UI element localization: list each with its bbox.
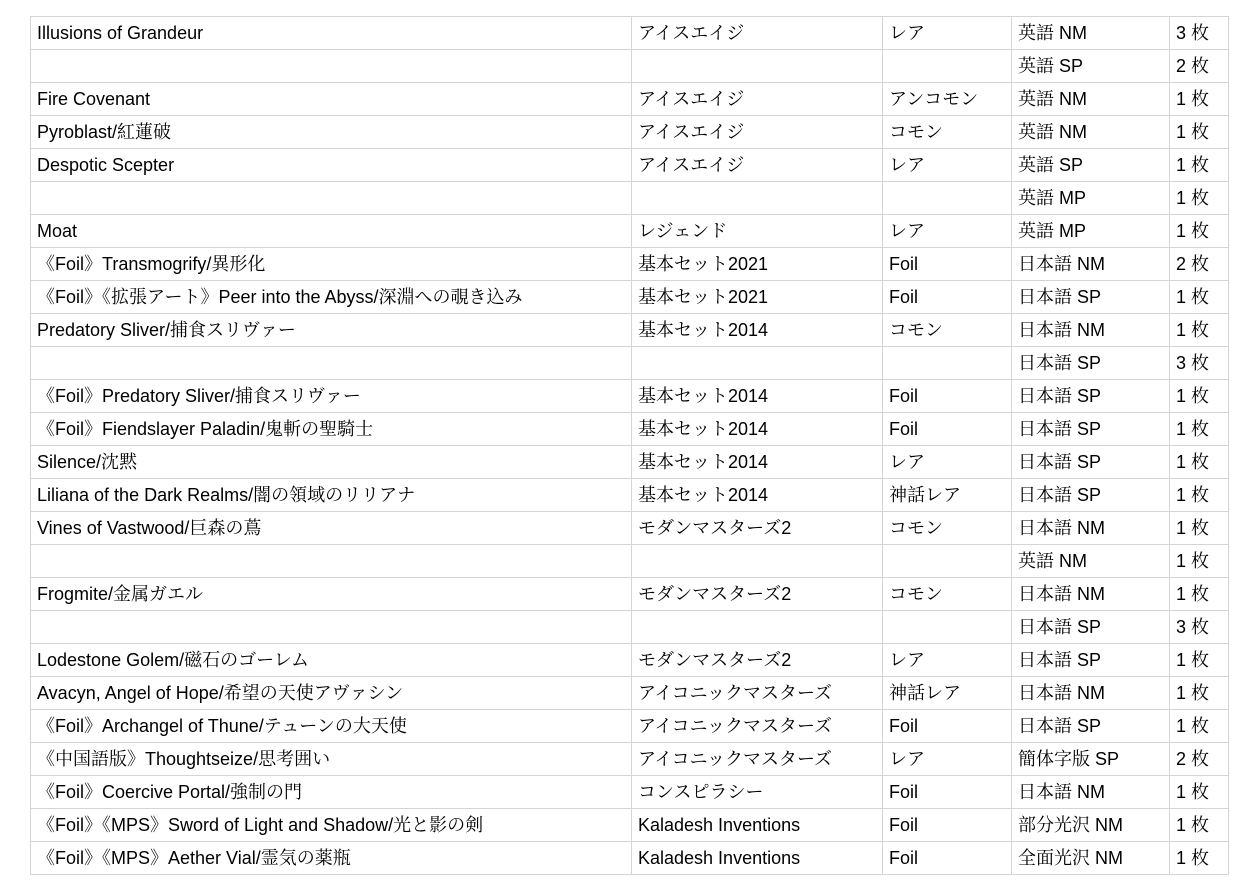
rarity-cell: レア (883, 17, 1012, 50)
quantity-cell: 1 枚 (1170, 842, 1229, 875)
table-row (31, 677, 1229, 710)
card-name-cell (31, 611, 632, 644)
language-condition-cell: 日本語 SP (1012, 644, 1170, 677)
quantity-cell: 1 枚 (1170, 116, 1229, 149)
set-name-cell: 基本セット2021 (632, 248, 883, 281)
set-name-cell: 基本セット2014 (632, 314, 883, 347)
quantity-cell: 1 枚 (1170, 380, 1229, 413)
card-name-cell: Frogmite/金属ガエル (31, 578, 632, 611)
card-name-cell: Lodestone Golem/磁石のゴーレム (31, 644, 632, 677)
rarity-cell (883, 182, 1012, 215)
table-row (31, 479, 1229, 512)
rarity-cell: 神話レア (883, 677, 1012, 710)
set-name-cell (632, 611, 883, 644)
set-name-cell: レジェンド (632, 215, 883, 248)
set-name-cell: Kaladesh Inventions (632, 809, 883, 842)
card-name-cell: Avacyn, Angel of Hope/希望の天使アヴァシン (31, 677, 632, 710)
language-condition-cell: 日本語 NM (1012, 314, 1170, 347)
quantity-cell: 1 枚 (1170, 776, 1229, 809)
set-name-cell: アイスエイジ (632, 17, 883, 50)
set-name-cell: 基本セット2014 (632, 479, 883, 512)
language-condition-cell: 簡体字版 SP (1012, 743, 1170, 776)
rarity-cell: コモン (883, 116, 1012, 149)
inventory-sheet (30, 16, 1229, 875)
rarity-cell: レア (883, 446, 1012, 479)
language-condition-cell: 英語 SP (1012, 50, 1170, 83)
table-row (31, 83, 1229, 116)
card-name-cell: 《Foil》《拡張アート》Peer into the Abyss/深淵への覗き込み (31, 281, 632, 314)
table-row (31, 215, 1229, 248)
set-name-cell: モダンマスターズ2 (632, 512, 883, 545)
set-name-cell: 基本セット2021 (632, 281, 883, 314)
quantity-cell: 1 枚 (1170, 83, 1229, 116)
rarity-cell: Foil (883, 413, 1012, 446)
quantity-cell: 3 枚 (1170, 347, 1229, 380)
card-name-cell (31, 545, 632, 578)
table-body (31, 17, 1229, 875)
language-condition-cell: 日本語 SP (1012, 380, 1170, 413)
rarity-cell: Foil (883, 248, 1012, 281)
table-row (31, 809, 1229, 842)
rarity-cell (883, 611, 1012, 644)
set-name-cell: アイコニックマスターズ (632, 677, 883, 710)
card-name-cell: Silence/沈黙 (31, 446, 632, 479)
language-condition-cell: 日本語 SP (1012, 281, 1170, 314)
rarity-cell: Foil (883, 809, 1012, 842)
language-condition-cell: 英語 NM (1012, 116, 1170, 149)
table-row (31, 446, 1229, 479)
rarity-cell (883, 50, 1012, 83)
set-name-cell: コンスピラシー (632, 776, 883, 809)
quantity-cell: 1 枚 (1170, 446, 1229, 479)
quantity-cell: 1 枚 (1170, 644, 1229, 677)
table-row (31, 578, 1229, 611)
table-row (31, 182, 1229, 215)
set-name-cell: 基本セット2014 (632, 413, 883, 446)
set-name-cell: 基本セット2014 (632, 446, 883, 479)
card-name-cell (31, 50, 632, 83)
table-row (31, 248, 1229, 281)
quantity-cell: 1 枚 (1170, 215, 1229, 248)
quantity-cell: 2 枚 (1170, 248, 1229, 281)
card-name-cell: 《Foil》Archangel of Thune/テューンの大天使 (31, 710, 632, 743)
card-name-cell: 《Foil》Coercive Portal/強制の門 (31, 776, 632, 809)
table-row (31, 611, 1229, 644)
table-row (31, 17, 1229, 50)
card-name-cell (31, 347, 632, 380)
set-name-cell: Kaladesh Inventions (632, 842, 883, 875)
language-condition-cell: 日本語 SP (1012, 611, 1170, 644)
rarity-cell (883, 347, 1012, 380)
language-condition-cell: 部分光沢 NM (1012, 809, 1170, 842)
set-name-cell (632, 182, 883, 215)
card-name-cell: Vines of Vastwood/巨森の蔦 (31, 512, 632, 545)
language-condition-cell: 日本語 SP (1012, 710, 1170, 743)
card-name-cell: 《Foil》《MPS》Sword of Light and Shadow/光と影の剣 (31, 809, 632, 842)
language-condition-cell: 日本語 NM (1012, 512, 1170, 545)
set-name-cell: アイコニックマスターズ (632, 743, 883, 776)
table-row (31, 413, 1229, 446)
table-row (31, 347, 1229, 380)
card-name-cell: Fire Covenant (31, 83, 632, 116)
quantity-cell: 1 枚 (1170, 677, 1229, 710)
language-condition-cell: 英語 NM (1012, 545, 1170, 578)
rarity-cell: Foil (883, 380, 1012, 413)
rarity-cell: コモン (883, 512, 1012, 545)
quantity-cell: 1 枚 (1170, 413, 1229, 446)
set-name-cell: 基本セット2014 (632, 380, 883, 413)
quantity-cell: 1 枚 (1170, 314, 1229, 347)
language-condition-cell: 日本語 SP (1012, 347, 1170, 380)
quantity-cell: 1 枚 (1170, 149, 1229, 182)
language-condition-cell: 日本語 SP (1012, 446, 1170, 479)
rarity-cell: Foil (883, 842, 1012, 875)
quantity-cell: 1 枚 (1170, 182, 1229, 215)
rarity-cell: レア (883, 215, 1012, 248)
card-name-cell: Pyroblast/紅蓮破 (31, 116, 632, 149)
card-name-cell: 《中国語版》Thoughtseize/思考囲い (31, 743, 632, 776)
table-row (31, 842, 1229, 875)
card-name-cell (31, 182, 632, 215)
language-condition-cell: 英語 NM (1012, 17, 1170, 50)
quantity-cell: 1 枚 (1170, 809, 1229, 842)
quantity-cell: 1 枚 (1170, 281, 1229, 314)
rarity-cell: Foil (883, 710, 1012, 743)
rarity-cell: Foil (883, 776, 1012, 809)
set-name-cell: アイスエイジ (632, 83, 883, 116)
table-row (31, 149, 1229, 182)
table-row (31, 281, 1229, 314)
quantity-cell: 1 枚 (1170, 479, 1229, 512)
language-condition-cell: 日本語 NM (1012, 776, 1170, 809)
table-row (31, 743, 1229, 776)
language-condition-cell: 英語 SP (1012, 149, 1170, 182)
quantity-cell: 1 枚 (1170, 578, 1229, 611)
card-inventory-table (30, 16, 1229, 875)
card-name-cell: Predatory Sliver/捕食スリヴァー (31, 314, 632, 347)
table-row (31, 512, 1229, 545)
card-name-cell: Illusions of Grandeur (31, 17, 632, 50)
table-row (31, 545, 1229, 578)
quantity-cell: 2 枚 (1170, 743, 1229, 776)
language-condition-cell: 日本語 SP (1012, 479, 1170, 512)
language-condition-cell: 日本語 NM (1012, 677, 1170, 710)
card-name-cell: 《Foil》Transmogrify/異形化 (31, 248, 632, 281)
rarity-cell: レア (883, 644, 1012, 677)
set-name-cell (632, 50, 883, 83)
rarity-cell: コモン (883, 578, 1012, 611)
set-name-cell: アイスエイジ (632, 116, 883, 149)
table-row (31, 710, 1229, 743)
rarity-cell: Foil (883, 281, 1012, 314)
set-name-cell: アイスエイジ (632, 149, 883, 182)
card-name-cell: Despotic Scepter (31, 149, 632, 182)
language-condition-cell: 英語 NM (1012, 83, 1170, 116)
set-name-cell: モダンマスターズ2 (632, 578, 883, 611)
set-name-cell: モダンマスターズ2 (632, 644, 883, 677)
quantity-cell: 1 枚 (1170, 512, 1229, 545)
language-condition-cell: 日本語 NM (1012, 248, 1170, 281)
language-condition-cell: 英語 MP (1012, 215, 1170, 248)
table-row (31, 644, 1229, 677)
table-row (31, 380, 1229, 413)
language-condition-cell: 日本語 NM (1012, 578, 1170, 611)
quantity-cell: 1 枚 (1170, 545, 1229, 578)
rarity-cell (883, 545, 1012, 578)
table-row (31, 776, 1229, 809)
quantity-cell: 3 枚 (1170, 611, 1229, 644)
table-row (31, 116, 1229, 149)
rarity-cell: レア (883, 743, 1012, 776)
card-name-cell: 《Foil》Fiendslayer Paladin/鬼斬の聖騎士 (31, 413, 632, 446)
table-row (31, 50, 1229, 83)
set-name-cell: アイコニックマスターズ (632, 710, 883, 743)
language-condition-cell: 全面光沢 NM (1012, 842, 1170, 875)
table-row (31, 314, 1229, 347)
set-name-cell (632, 347, 883, 380)
card-name-cell: Liliana of the Dark Realms/闇の領域のリリアナ (31, 479, 632, 512)
quantity-cell: 1 枚 (1170, 710, 1229, 743)
card-name-cell: 《Foil》Predatory Sliver/捕食スリヴァー (31, 380, 632, 413)
set-name-cell (632, 545, 883, 578)
quantity-cell: 2 枚 (1170, 50, 1229, 83)
quantity-cell: 3 枚 (1170, 17, 1229, 50)
rarity-cell: アンコモン (883, 83, 1012, 116)
language-condition-cell: 日本語 SP (1012, 413, 1170, 446)
card-name-cell: 《Foil》《MPS》Aether Vial/霊気の薬瓶 (31, 842, 632, 875)
rarity-cell: コモン (883, 314, 1012, 347)
card-name-cell: Moat (31, 215, 632, 248)
rarity-cell: レア (883, 149, 1012, 182)
rarity-cell: 神話レア (883, 479, 1012, 512)
language-condition-cell: 英語 MP (1012, 182, 1170, 215)
